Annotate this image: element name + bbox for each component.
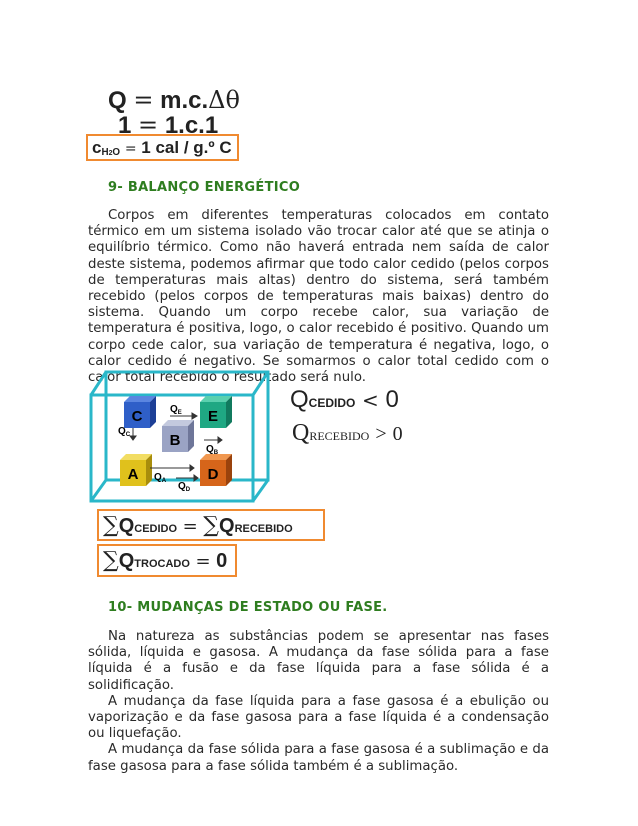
section-10-paragraphs [88, 629, 549, 775]
sub-h: H [101, 147, 109, 159]
section-9-heading: 9- BALANÇO ENERGÉTICO [108, 180, 301, 195]
formula-q: Q [108, 87, 127, 114]
specific-heat-unit: º C [208, 138, 232, 157]
cube-d-label: D [207, 466, 219, 483]
specific-heat-value: 1 cal / g. [141, 138, 209, 157]
section-9-paragraph [88, 208, 549, 386]
q-recebido-q: Q [292, 420, 310, 446]
cube-a [120, 454, 152, 486]
label-qa: $Q_A$ [154, 472, 167, 484]
balance-sub2: RECEBIDO [234, 523, 293, 535]
formula-one: 1 [118, 112, 132, 139]
formula-delta-theta: Δθ [208, 86, 240, 114]
q-recebido-inequality [292, 420, 403, 447]
phases-paragraph: Na natureza as substâncias podem se apresentar nas fases sólida, líquida e gasosa. A mudança da fase sólida para a fase líquida é a fusão e da fase líquida para a fase sólida é a solidificação. [88, 629, 549, 693]
specific-heat-c: c [92, 138, 102, 157]
label-qe: $Q_E$ [170, 404, 182, 416]
trocado-sub: TROCADO [134, 558, 190, 570]
balance-q1: Q [118, 515, 135, 537]
sublimation-paragraph: A mudança da fase sólida para a fase gasosa é a sublimação e da fase gasosa para a fase sólida também é a sublimação. [88, 742, 549, 774]
trocado-equation-box [97, 544, 237, 577]
cube-b [162, 420, 194, 452]
isolated-system-diagram [86, 368, 286, 508]
cube-d [200, 454, 232, 486]
q-recebido-val: 0 [392, 423, 403, 445]
q-recebido-rel: > [375, 423, 387, 445]
section-10-heading: 10- MUDANÇAS DE ESTADO OU FASE. [108, 600, 388, 615]
q-cedido-sub: CEDIDO [308, 396, 356, 410]
sigma-3: ∑ [103, 548, 119, 573]
formula-equals: = [133, 86, 154, 114]
balance-sub1: CEDIDO [134, 523, 178, 535]
cube-a-label: A [127, 466, 139, 483]
cube-e-label: E [207, 408, 219, 425]
trocado-val: 0 [216, 550, 228, 572]
formula-1c1: 1.c.1 [164, 112, 219, 139]
cube-c [124, 396, 156, 428]
specific-heat-water-box [86, 134, 239, 161]
energy-balance-text: Corpos em diferentes temperaturas colocados em contato térmico em um sistema isolado vão trocar calor até que se atinja o equilíbrio térmico. Como não haverá entrada nem saída de calor deste sistema, podemos afirmar que todo calor cedido (pelos corpos de temperaturas mais altas) dentro do sistema, será também recebido (pelos corpos de temperaturas mais baixas) dentro do sistema. Quando um corpo recebe calor, sua variação de temperatura é positiva, logo, o calor recebido é positivo. Quando um corpo cede calor, sua variação de temperatura é negativa, logo, o calor cedido é negativo. Se somarmos o calor total cedido com o calor total recebido o resultado será nulo. [88, 208, 549, 386]
q-cedido-inequality [290, 386, 399, 414]
vaporization-paragraph: A mudança da fase líquida para a fase gasosa é a ebulição ou vaporização e da fase gasosa para a fase líquida é a condensação ou liquefação. [88, 693, 549, 742]
trocado-q: Q [118, 550, 135, 572]
cube-e [200, 396, 232, 428]
sigma-1: ∑ [103, 513, 119, 538]
q-cedido-rel: < [362, 388, 379, 412]
q-cedido-val: 0 [385, 386, 399, 413]
sigma-2: ∑ [203, 513, 219, 538]
sub-2: 2 [108, 150, 113, 158]
label-qd: $Q_D$ [178, 481, 191, 493]
cube-b-label: B [169, 432, 181, 449]
formula-mc: m.c. [160, 87, 209, 114]
q-cedido-q: Q [290, 386, 309, 413]
trocado-equals: = [195, 551, 211, 572]
cube-c-label: C [131, 408, 143, 425]
formula-equals-2: = [138, 111, 159, 139]
label-qc: $Q_C$ [118, 426, 131, 438]
q-recebido-sub: RECEBIDO [309, 429, 370, 443]
specific-heat-equals: = [124, 141, 137, 157]
balance-q2: Q [219, 515, 235, 537]
balance-equals: = [182, 516, 198, 537]
balance-equation-box [97, 509, 325, 541]
label-qb: $Q_B$ [206, 444, 219, 456]
sub-o: O [112, 147, 121, 159]
